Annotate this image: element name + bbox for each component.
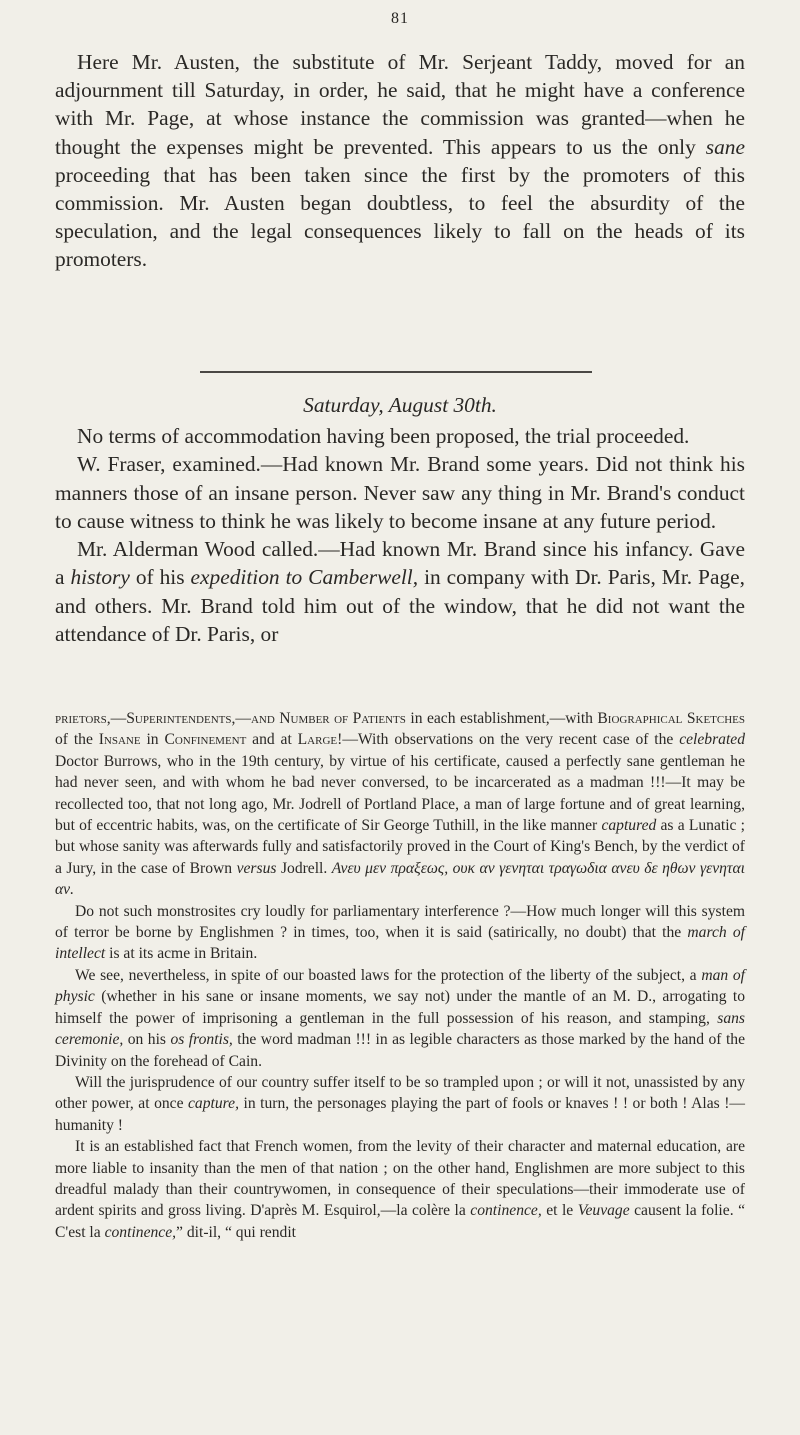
date-heading: Saturday, August 30th. [303,393,497,417]
fraser-paragraph: W. Fraser, examined.—Had known Mr. Brand some years. Did not think his manners those of an insane person. Never saw any thing in Mr. Brand's conduct to cause witness to think he was likely to become insane at any future period. [55,452,745,533]
footnote-paragraph: prietors,—Superintendents,—and Number of Patients in each establishment,—with Biographical Sketches of the Insane in Confinement and at Large!—With observations on the very recent case of the celebrated Doctor Burrows, who in the 19th century, by virtue of his certificate, caused a perfectly sane gentleman he had never seen, and with whom he bad never conversed, to be incarcerated as a madman !!!—It may be recollected too, that not long ago, Mr. Jodrell of Portland Place, a man of large fortune and of great learning, but of eccentric habits, was, on the certificate of Sir George Tuthill, in the like manner captured as a Lunatic ; but whose sanity was afterwards fully and satisfactorily proved in the Court of King's Bench, by the verdict of a Jury, in the case of Brown versus Jodrell. Ανευ μεν πραξεως, ουκ αν γενηται τραγωδια ανευ δε ηθων γενηται αν. [55,710,746,899]
trial-section [55,422,745,648]
trial-paragraph: No terms of accommodation having been proposed, the trial proceeded. [77,424,690,448]
page-number: 81 [391,10,409,27]
footnote-paragraph: Do not such monstrosites cry loudly for parliamentary interference ?—How much longer will this system of terror be borne by Englishmen ? in times, too, when it is said (satirically, no doubt) that the march of intellect is at its acme in Britain. [55,902,745,963]
footnote-paragraph: We see, nevertheless, in spite of our boasted laws for the protection of the liberty of the subject, a man of physic (whether in his sane or insane moments, we say not) under the mantle of an M. D., arrogating to himself the power of imprisoning a gentleman in the full possession of his reason, and stamping, sans ceremonie, on his os frontis, the word madman !!! in as legible characters as those marked by the hand of the Divinity on the forehead of Cain. [55,966,745,1070]
footnotes [55,708,745,1243]
footnote-paragraph: It is an established fact that French women, from the levity of their character and maternal education, are more liable to insanity than the men of that nation ; on the other hand, Englishmen are more subject to this dreadful malady than their countrywomen, in consequence of their speculations—their immoderate use of ardent spirits and gross living. D'après M. Esquirol,—la colère la continence, et le Veuvage causent la folie. “ C'est la continence,” dit-il, “ qui rendit [55,1138,745,1241]
section-divider [200,371,592,373]
footnote-paragraph: Will the jurisprudence of our country suffer itself to be so trampled upon ; or will it not, unassisted by any other power, at once capture, in turn, the personages playing the part of fools or knaves ! ! or both ! Alas !—humanity ! [55,1073,745,1134]
intro-section [55,48,745,274]
wood-paragraph: Mr. Alderman Wood called.—Had known Mr. Brand since his infancy. Gave a history of his expedition to Camberwell, in company with Dr. Paris, Mr. Page, and others. Mr. Brand told him out of the window, that he did not want the attendance of Dr. Paris, or [55,537,745,647]
intro-paragraph: Here Mr. Austen, the substitute of Mr. Serjeant Taddy, moved for an adjournment till Saturday, in order, he said, that he might have a conference with Mr. Page, at whose instance the commission was granted—when he thought the expenses might be prevented. This appears to us the only sane proceeding that has been taken since the first by the promoters of this commission. Mr. Austen began doubtless, to feel the absurdity of the speculation, and the legal consequences likely to fall on the heads of its promoters. [55,50,745,272]
